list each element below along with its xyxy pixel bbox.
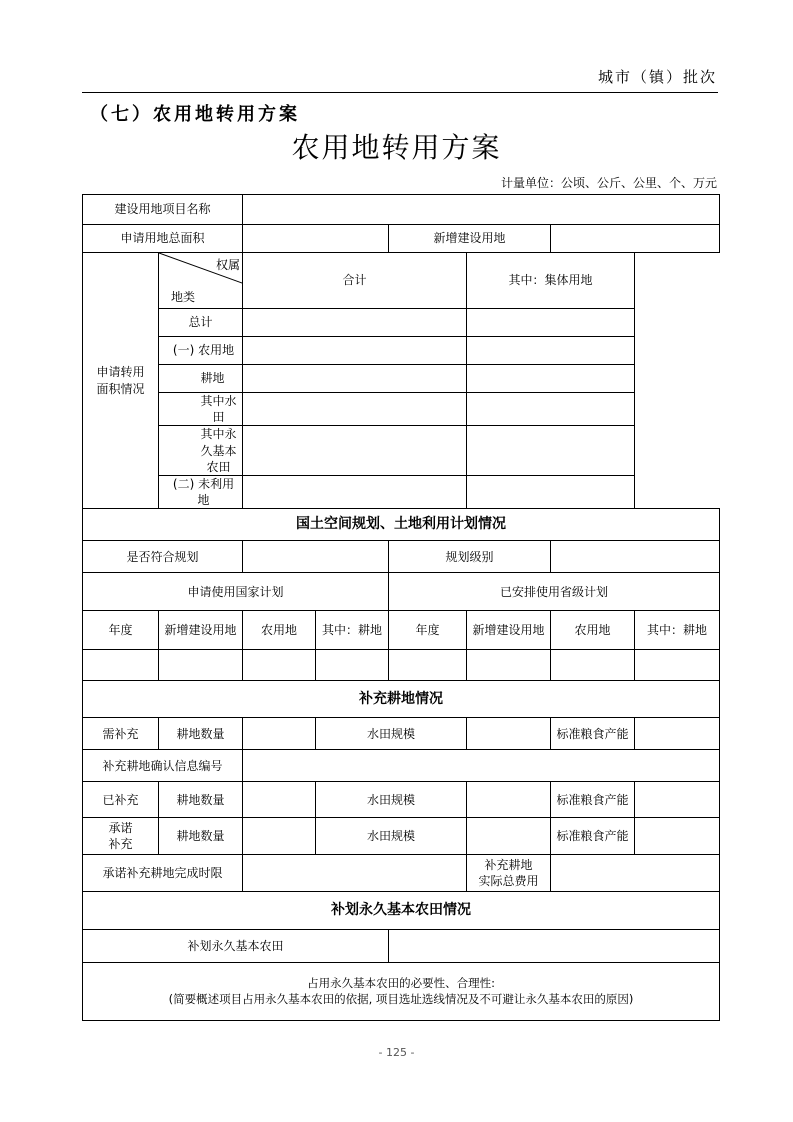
plan-cell[interactable] — [467, 650, 551, 681]
paddy-scale-label: 水田规模 — [316, 818, 467, 855]
col-arable: 其中：耕地 — [316, 611, 389, 650]
cost-label: 补充耕地 实际总费用 — [467, 855, 551, 892]
col-farmland: 农用地 — [243, 611, 316, 650]
necessity-note: (简要概述项目占用永久基本农田的依据, 项目选址选线情况及不可避让永久基本农田的原因) — [168, 991, 634, 1006]
grain-capacity-field[interactable] — [635, 818, 720, 855]
col-farmland: 农用地 — [551, 611, 635, 650]
row-farmland-label: (一) 农用地 — [159, 337, 243, 365]
row-permanent-collective[interactable] — [467, 426, 635, 476]
grain-capacity-field[interactable] — [635, 718, 720, 750]
conversion-form-table — [82, 194, 720, 1021]
total-area-label: 申请用地总面积 — [83, 225, 243, 253]
paddy-scale-field[interactable] — [467, 818, 551, 855]
plan-cell[interactable] — [551, 650, 635, 681]
row-permanent-label: 其中永久基本农田 — [159, 426, 243, 476]
grain-capacity-field[interactable] — [635, 782, 720, 818]
confirm-no-label: 补充耕地确认信息编号 — [83, 750, 243, 782]
arable-qty-field[interactable] — [243, 782, 316, 818]
paddy-scale-field[interactable] — [467, 718, 551, 750]
row-paddy-collective[interactable] — [467, 393, 635, 426]
doc-category: 城市（镇）批次 — [597, 68, 717, 86]
arable-qty-label: 耕地数量 — [159, 818, 243, 855]
plan-cell[interactable] — [389, 650, 467, 681]
national-plan-label: 申请使用国家计划 — [83, 573, 389, 611]
row-total-label: 总计 — [159, 309, 243, 337]
row-total-collective[interactable] — [467, 309, 635, 337]
plan-level-field[interactable] — [551, 541, 720, 573]
plan-cell[interactable] — [635, 650, 720, 681]
done-supplement-label: 已补充 — [83, 782, 159, 818]
category-ownership-header — [159, 253, 243, 309]
plan-level-label: 规划级别 — [389, 541, 551, 573]
col-new-construction: 新增建设用地 — [159, 611, 243, 650]
row-unused-value[interactable] — [243, 475, 467, 508]
col-new-construction: 新增建设用地 — [467, 611, 551, 650]
grain-capacity-label: 标准粮食产能 — [551, 782, 635, 818]
necessity-text-area[interactable] — [83, 963, 720, 1021]
provincial-plan-label: 已安排使用省级计划 — [389, 573, 720, 611]
arable-qty-label: 耕地数量 — [159, 782, 243, 818]
convert-area-label: 申请转用面积情况 — [83, 253, 159, 509]
page-title: 农用地转用方案 — [291, 131, 502, 164]
permanent-field[interactable] — [389, 930, 720, 963]
col-year: 年度 — [83, 611, 159, 650]
plan-cell[interactable] — [316, 650, 389, 681]
cost-field[interactable] — [551, 855, 720, 892]
row-arable-value[interactable] — [243, 365, 467, 393]
row-total-value[interactable] — [243, 309, 467, 337]
unit-label: 计量单位：公顷、公斤、公里、个、万元 — [500, 176, 717, 190]
paddy-scale-label: 水田规模 — [316, 718, 467, 750]
necessity-label: 占用永久基本农田的必要性、合理性: — [307, 976, 495, 991]
paddy-scale-field[interactable] — [467, 782, 551, 818]
grain-capacity-label: 标准粮食产能 — [551, 818, 635, 855]
deadline-field[interactable] — [243, 855, 467, 892]
row-permanent-value[interactable] — [243, 426, 467, 476]
row-arable-collective[interactable] — [467, 365, 635, 393]
arable-qty-field[interactable] — [243, 718, 316, 750]
row-unused-collective[interactable] — [467, 475, 635, 508]
permanent-section-title: 补划永久基本农田情况 — [83, 892, 720, 930]
plan-cell[interactable] — [83, 650, 159, 681]
col-collective: 其中：集体用地 — [467, 253, 635, 309]
category-label: 地类 — [171, 289, 196, 304]
col-year: 年度 — [389, 611, 467, 650]
permanent-label: 补划永久基本农田 — [83, 930, 389, 963]
row-farmland-value[interactable] — [243, 337, 467, 365]
grain-capacity-label: 标准粮食产能 — [551, 718, 635, 750]
need-supplement-label: 需补充 — [83, 718, 159, 750]
new-construction-label: 新增建设用地 — [389, 225, 551, 253]
project-name-field[interactable] — [243, 195, 720, 225]
row-farmland-collective[interactable] — [467, 337, 635, 365]
planning-section-title: 国土空间规划、土地利用计划情况 — [83, 509, 720, 541]
plan-cell[interactable] — [243, 650, 316, 681]
page-number: - 125 - — [378, 1046, 415, 1059]
section-title: （七）农用地转用方案 — [90, 104, 300, 125]
supplement-section-title: 补充耕地情况 — [83, 681, 720, 718]
col-total: 合计 — [243, 253, 467, 309]
row-unused-label: (二) 未利用地 — [159, 475, 243, 508]
row-arable-label: 耕地 — [159, 365, 243, 393]
conform-plan-field[interactable] — [243, 541, 389, 573]
header-rule — [82, 92, 718, 93]
col-arable: 其中：耕地 — [635, 611, 720, 650]
plan-cell[interactable] — [159, 650, 243, 681]
total-area-field[interactable] — [243, 225, 389, 253]
conform-plan-label: 是否符合规划 — [83, 541, 243, 573]
project-name-label: 建设用地项目名称 — [83, 195, 243, 225]
arable-qty-label: 耕地数量 — [159, 718, 243, 750]
ownership-label: 权属 — [216, 258, 241, 272]
deadline-label: 承诺补充耕地完成时限 — [83, 855, 243, 892]
new-construction-field[interactable] — [551, 225, 720, 253]
paddy-scale-label: 水田规模 — [316, 782, 467, 818]
row-paddy-label: 其中水田 — [159, 393, 243, 426]
confirm-no-field[interactable] — [243, 750, 720, 782]
promise-supplement-label: 承诺 补充 — [83, 818, 159, 855]
arable-qty-field[interactable] — [243, 818, 316, 855]
row-paddy-value[interactable] — [243, 393, 467, 426]
